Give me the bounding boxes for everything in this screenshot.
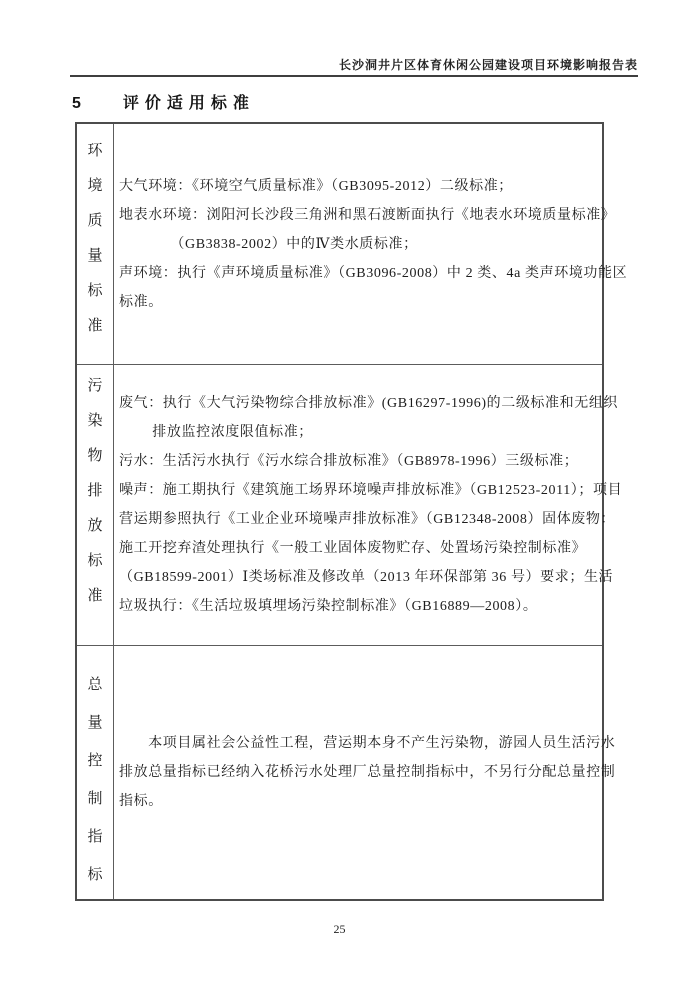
label-char: 准 [87,318,103,334]
label-char: 染 [87,413,103,429]
header-divider-line [70,75,638,77]
text-line: 垃圾执行：《生活垃圾填埋场污染控制标准》（GB16889—2008）。 [119,599,538,614]
label-char: 排 [87,483,103,499]
text-line: 标准。 [119,294,163,310]
table-row-pollutant-emission-standards [77,365,623,646]
row-content-total-control-indicators [114,646,623,899]
label-char: 物 [87,448,103,464]
label-char: 指 [87,829,103,845]
table-row-environment-quality-standards [77,124,628,365]
row-label-total-control-indicators [77,646,114,899]
document-header-title: 长沙洞井片区体育休闲公园建设项目环境影响报告表 [338,58,638,72]
label-char: 总 [87,677,103,693]
section-title: 评价适用标准 [122,95,255,112]
label-char: 标 [87,553,103,569]
text-line: 排放总量指标已经纳入花桥污水处理厂总量控制指标中，不另行分配总量控制 [119,765,616,780]
label-char: 标 [87,283,103,299]
text-line: 地表水环境：浏阳河长沙段三角洲和黑石渡断面执行《地表水环境质量标准》 [119,207,616,223]
label-char: 标 [87,867,103,883]
label-char: 准 [87,588,103,604]
label-char: 放 [87,518,103,534]
label-char: 控 [87,753,103,769]
row-label-pollutant-emission-standards [77,365,114,645]
label-char: 境 [87,178,103,194]
row-content-pollutant-emission-standards [114,365,630,645]
text-line: 指标。 [119,794,163,809]
label-char: 量 [87,715,103,731]
text-line: 施工开挖弃渣处理执行《一般工业固体废物贮存、处置场污染控制标准》 [119,541,587,556]
text-line: 污水：生活污水执行《污水综合排放标准》（GB8978-1996）三级标准； [119,454,579,469]
text-line: （GB3838-2002）中的Ⅳ类水质标准； [119,236,418,252]
section-heading [72,90,255,113]
text-line: （GB18599-2001）Ⅰ类场标准及修改单（2013 年环保部第 36 号）要求；生活 [119,570,614,585]
text-line: 大气环境：《环境空气质量标准》（GB3095-2012）二级标准； [119,178,513,194]
text-line: 噪声：施工期执行《建筑施工场界环境噪声排放标准》（GB12523-2011）；项目 [119,483,623,498]
text-line: 营运期参照执行《工业企业环境噪声排放标准》（GB12348-2008）固体废物： [119,512,616,527]
text-line: 本项目属社会公益性工程，营运期本身不产生污染物，游园人员生活污水 [119,736,616,751]
label-char: 质 [87,213,103,229]
text-line: 排放监控浓度限值标准； [119,425,313,440]
text-line: 废气：执行《大气污染物综合排放标准》(GB16297-1996)的二级标准和无组织 [119,396,619,411]
row-content-environment-quality-standards [114,124,635,364]
page-number: 25 [333,922,346,936]
label-char: 制 [87,791,103,807]
label-char: 环 [87,143,103,159]
standards-table [75,122,628,901]
table-row-total-control-indicators [77,646,616,899]
text-line: 声环境：执行《声环境质量标准》（GB3096-2008）中 2 类、4a 类声环境功能区 [119,265,628,281]
label-char: 量 [87,248,103,264]
label-char: 污 [87,378,103,394]
row-label-environment-quality-standards [77,124,114,364]
section-number: 5 [72,95,81,112]
